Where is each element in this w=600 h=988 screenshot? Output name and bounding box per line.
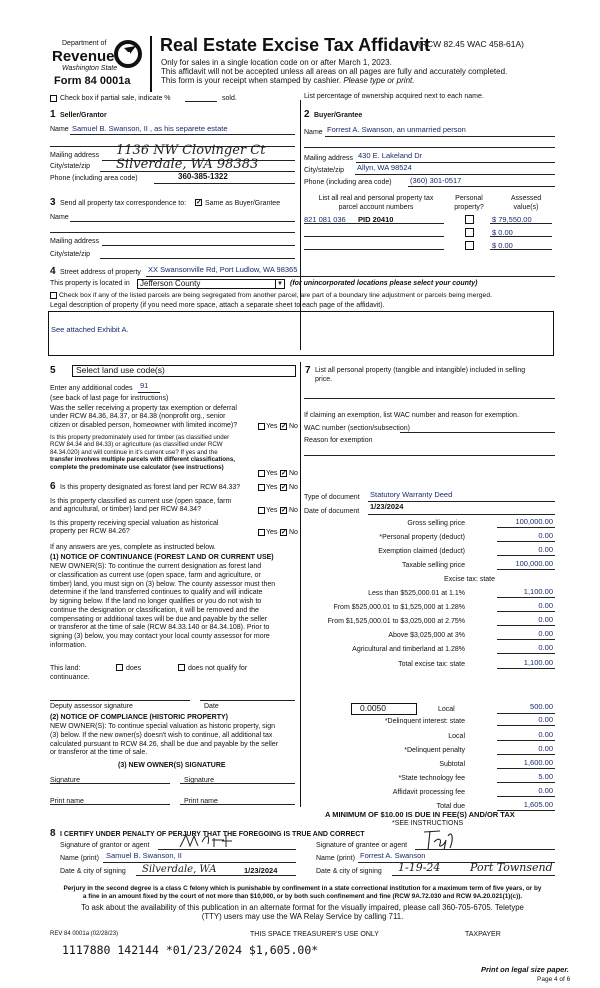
s2-number: 2 [304, 109, 310, 120]
s6-number: 6 [50, 481, 56, 492]
n2-text: NEW OWNER(S): To continue special valuation as historic property, sign (3) below. If the new owner(s) doesn't wish to continue, all additional tax calculated pursuant to RCW 84.26, shall be due and payable by the seller or transferor at the time of sale. [50, 723, 279, 757]
grantor-sig-label: Signature of grantor or agent [60, 842, 150, 849]
grantee-city[interactable]: Port Townsend [470, 861, 553, 874]
s5-q2: Is this property predominately used for timber (as classified under RCW 84.34 and 84.33) or agriculture (as classified under RCW 84.34.020) and will continue in it's current use? If yes and the transfer involves multiple parcels with different classifications, complete the predominate use calculator (see instructions) [50, 434, 235, 471]
s3-city-label: City/state/zip [50, 251, 91, 258]
q2-yes-label: Yes [266, 470, 278, 477]
does-checkbox[interactable] [116, 664, 123, 671]
header-line2: This affidavit will not be accepted unless all areas on all pages are fully and accurately completed. [161, 67, 508, 76]
treasurer-label: THIS SPACE TREASURER'S USE ONLY [250, 931, 379, 938]
parcel-header-1: List all real and personal property tax parcel account numbers [318, 195, 434, 211]
buyer-city[interactable]: Allyn, WA 98524 [357, 163, 412, 172]
assessed-value[interactable]: $ 0.00 [492, 228, 513, 237]
tax-row-value[interactable]: 0.00 [538, 643, 553, 652]
q2-yes-checkbox[interactable] [258, 470, 265, 477]
parcel-number[interactable]: 821 081 036 [304, 215, 346, 224]
tax-row-value[interactable]: 100,000.00 [515, 517, 553, 526]
assessed-value[interactable]: $ 0.00 [492, 241, 513, 250]
n1-text: NEW OWNER(S): To continue the current designation as forest land or classification as current use (open space, farm and agriculture, or timber) land, you must sign on (3) below. The county assessor must then determine if the land transferred continues to qualify and will indicate by signing below. If the land no longer qualifies or you do not wish to continue the designation or classification, it will be removed and the compensating or additional taxes will be due and payable by the seller or transferor at the time of sale (RCW 84.33.140 or 84.34.108). Prior to signing (3) below, you may contact your local county assessor for more information. [50, 563, 276, 649]
local-rate: 0.0050 [360, 703, 386, 713]
same-as-buyer-checkbox[interactable]: ✓ [196, 199, 202, 206]
s2-name-label: Name [304, 129, 323, 136]
tax-row-label: Subtotal [439, 761, 465, 768]
same-as-buyer-label: Same as Buyer/Grantee [205, 200, 281, 207]
header-line1: Only for sales in a single location code on or after March 1, 2023. [161, 58, 392, 67]
tax-row-value[interactable]: 1,100.00 [523, 658, 553, 667]
county-uninc-note: (for unincorporated locations please select your county) [290, 280, 478, 287]
partial-sold-label: sold. [222, 95, 237, 102]
land-use-value: Select land use code(s) [76, 365, 165, 375]
q3-yes-label: Yes [266, 484, 278, 491]
tax-row-value[interactable]: 100,000.00 [515, 559, 553, 568]
s2-title: Buyer/Grantee [314, 112, 363, 119]
s1-phone-label: Phone (including area code) [50, 175, 138, 182]
s4-number: 4 [50, 266, 56, 277]
assessed-value[interactable]: $ 79,550.00 [492, 215, 532, 224]
parcel-header-3: Assessed value(s) [510, 195, 542, 211]
n3-title: (3) NEW OWNER(S) SIGNATURE [118, 762, 226, 769]
page-number: Page 4 of 6 [537, 976, 571, 983]
tax-row-label: Total excise tax: state [398, 661, 465, 668]
grantee-date-label: Date & city of signing [316, 868, 382, 875]
state-label: Washington State [62, 65, 118, 72]
q3-no-label: No [289, 484, 298, 491]
q1-no-checkbox[interactable]: ✓ [281, 423, 287, 430]
see-instructions: *SEE INSTRUCTIONS [392, 820, 464, 827]
q1-yes-checkbox[interactable] [258, 423, 265, 430]
legal-description: See attached Exhibit A. [51, 325, 129, 334]
taxpayer-label: TAXPAYER [465, 931, 501, 938]
tax-row-value[interactable]: 0.00 [538, 531, 553, 540]
this-land-label: This land: [50, 665, 81, 672]
q5-yes-label: Yes [266, 529, 278, 536]
q2-no-checkbox[interactable]: ✓ [281, 470, 287, 477]
grantor-city[interactable]: Silverdale, WA [142, 864, 217, 875]
q5-no-checkbox[interactable]: ✓ [281, 529, 287, 536]
tax-row-label: Excise tax: state [444, 576, 495, 583]
doc-type[interactable]: Statutory Warranty Deed [370, 490, 453, 499]
s1-name-label: Name [50, 126, 69, 133]
q3-no-checkbox[interactable]: ✓ [281, 484, 287, 491]
doc-type-label: Type of document [304, 494, 360, 501]
tax-row-label: From $1,525,000.01 to $3,025,000 at 2.75% [327, 618, 465, 625]
n1-title: (1) NOTICE OF CONTINUANCE (FOREST LAND OR CURRENT USE) [50, 554, 274, 561]
personal-property-checkbox[interactable] [465, 215, 474, 224]
wac-label: WAC number (section/subsection) [304, 425, 410, 432]
list-pct-label: List percentage of ownership acquired next to each name. [304, 93, 484, 100]
tax-row-label: Gross selling price [407, 520, 465, 527]
doc-date-label: Date of document [304, 508, 360, 515]
s6-q1: Is this property designated as forest land per RCW 84.33? [60, 484, 241, 491]
deputy-sig-label: Deputy assessor signature [50, 703, 133, 710]
tax-row-label: From $525,000.01 to $1,525,000 at 1.28% [333, 604, 465, 611]
property-address[interactable]: XX Swansonville Rd, Port Ludlow, WA 98365 [148, 265, 298, 274]
additional-codes[interactable]: 91 [140, 381, 149, 390]
grantor-date-label: Date & city of signing [60, 868, 126, 875]
logo-icon [114, 40, 142, 68]
q2-no-label: No [289, 470, 298, 477]
chevron-down-icon[interactable]: ▼ [275, 280, 284, 288]
tax-row-value[interactable]: 0.00 [538, 629, 553, 638]
buyer-mailing[interactable]: 430 E. Lakeland Dr [358, 151, 423, 160]
tax-row-value[interactable]: 5.00 [538, 772, 553, 781]
q4-no-label: No [289, 507, 298, 514]
header-line3: This form is your receipt when stamped by cashier. Please type or print. [161, 76, 415, 85]
grantor-date[interactable]: 1/23/2024 [244, 866, 278, 875]
s1-number: 1 [50, 109, 56, 120]
tax-row-value[interactable]: 0.00 [538, 545, 553, 554]
partial-sale-checkbox[interactable] [50, 95, 57, 102]
s3-label: Send all property tax correspondence to: [60, 200, 187, 207]
tax-row-label: Less than $525,000.01 at 1.1% [368, 590, 465, 597]
grantee-date[interactable]: 1-19-24 [398, 861, 441, 874]
owner-print-label-1: Print name [50, 798, 84, 805]
s4-label: Street address of property [60, 269, 141, 276]
tax-row-label: *Delinquent interest: state [384, 718, 465, 725]
tax-row-value[interactable]: 0.00 [538, 744, 553, 753]
certify-label: I CERTIFY UNDER PENALTY OF PERJURY THAT THE FOREGOING IS TRUE AND CORRECT [60, 831, 365, 838]
q4-yes-checkbox[interactable] [258, 507, 265, 514]
local-label: Local [438, 706, 455, 713]
county-value: Jefferson County [140, 279, 201, 288]
s6-q2: Is this property classified as current use (open space, farm and agricultural, or timber) land per RCW 84.34? [50, 498, 232, 514]
s2-phone-label: Phone (including area code) [304, 179, 392, 186]
s3-mail-label: Mailing address [50, 238, 100, 245]
personal-property-checkbox[interactable] [465, 228, 474, 237]
tax-row-value[interactable]: 1,100.00 [523, 587, 553, 596]
s5-q1: Was the seller receiving a property tax exemption or deferral under RCW 84.36, 84.37, or 84.38 (nonprofit org., senior citizen or disabled person, homeowner with limited income)? [50, 405, 238, 429]
doc-date[interactable]: 1/23/2024 [370, 502, 404, 511]
grantee-print-label: Name (print) [316, 855, 355, 862]
q1-no-label: No [289, 423, 298, 430]
tax-row-value[interactable]: 1,600.00 [523, 758, 553, 767]
q3-yes-checkbox[interactable] [258, 484, 265, 491]
tax-row-label: *Delinquent penalty [404, 747, 465, 754]
seller-phone[interactable]: 360-385-1322 [178, 172, 228, 181]
form-title: Real Estate Excise Tax Affidavit [160, 35, 431, 55]
additional-codes-label: Enter any additional codes [50, 385, 133, 392]
s5-number: 5 [50, 365, 56, 376]
owner-print-label-2: Print name [184, 798, 218, 805]
form-number: Form 84 0001a [54, 75, 131, 87]
tax-row-value[interactable]: 0.00 [538, 615, 553, 624]
q4-no-checkbox[interactable]: ✓ [281, 507, 287, 514]
does-not-checkbox[interactable] [178, 664, 185, 671]
tax-row-value[interactable]: 0.00 [538, 601, 553, 610]
form-rcw: (RCW 82.45 WAC 458-61A) [418, 39, 524, 49]
grantor-print-label: Name (print) [60, 855, 99, 862]
tax-row-label: Exemption claimed (deduct) [378, 548, 465, 555]
revenue-label: Revenue [52, 48, 115, 65]
does-not-label: does not qualify for [188, 665, 248, 672]
grantor-print-name[interactable]: Samuel B. Swanson, II [106, 851, 182, 860]
s7-number: 7 [305, 365, 311, 376]
tax-row-value[interactable]: 0.00 [538, 715, 553, 724]
s6-note: If any answers are yes, complete as instructed below. [50, 544, 216, 551]
tax-row-value[interactable]: 0.00 [538, 730, 553, 739]
deputy-date-label: Date [204, 703, 219, 710]
tax-row-label: *State technology fee [398, 775, 465, 782]
exempt-label: If claiming an exemption, list WAC number and reason for exemption. [304, 412, 519, 419]
reason-label: Reason for exemption [304, 437, 373, 444]
tax-row-label: Local [448, 733, 465, 740]
seller-mailing[interactable]: 1136 NW Clovinger Ct [116, 143, 266, 158]
receipt-stamp: 1117880 142144 *01/23/2024 $1,605.00* [62, 943, 319, 957]
tax-row-value[interactable]: 1,605.00 [523, 800, 553, 809]
s1-city-label: City/state/zip [50, 163, 91, 170]
parcel-pid[interactable]: PID 20410 [358, 215, 394, 224]
tax-row-value[interactable]: 0.00 [538, 786, 553, 795]
perjury-text: Perjury in the second degree is a class C felony which is punishable by confinement in a state correctional institution for a maximum term of five years, or by a fine in an amount fixed by the court of not more than $10,000, or by both such confinement and fine (RCW 9A.72.030 and RCW 9A.20.021(1)(c)). [63, 885, 542, 900]
s8-number: 8 [50, 828, 56, 839]
local-tax-value[interactable]: 500.00 [530, 702, 553, 711]
continuance-label: continuance. [50, 674, 90, 681]
buyer-name[interactable]: Forrest A. Swanson, an unmarried person [327, 125, 466, 134]
tax-row-label: Taxable selling price [401, 562, 465, 569]
codes-note: (see back of last page for instructions) [50, 395, 169, 402]
avail-text: To ask about the availability of this publication in an alternate format for the visually impaired, please call 360-705-6705. Teletype (TTY) users may use the WA Relay Service by calling 711. [81, 903, 524, 922]
owner-sig-label-1: Signature [50, 777, 80, 784]
seller-city[interactable]: Silverdale, WA 98383 [116, 157, 259, 172]
tax-row-label: Affidavit processing fee [392, 789, 465, 796]
s2-city-label: City/state/zip [304, 167, 345, 174]
s2-mail-label: Mailing address [304, 155, 354, 162]
q5-yes-checkbox[interactable] [258, 529, 265, 536]
grantee-print-name[interactable]: Forrest A. Swanson [360, 851, 426, 860]
personal-property-checkbox[interactable] [465, 241, 474, 250]
dept-label: Department of [62, 40, 107, 47]
tax-row-label: *Personal property (deduct) [379, 534, 465, 541]
s1-title: Seller/Grantor [60, 112, 107, 119]
legal-desc-label: Legal description of property (if you need more space, attach a separate sheet to each page of the affidavit). [50, 302, 385, 309]
segregated-checkbox[interactable] [50, 292, 57, 299]
tax-row-label: Agricultural and timberland at 1.28% [352, 646, 465, 653]
rev-label: REV 84 0001a (02/28/23) [50, 931, 119, 937]
q1-yes-label: Yes [266, 423, 278, 430]
buyer-phone[interactable]: (360) 301-0517 [410, 176, 462, 185]
q5-no-label: No [289, 529, 298, 536]
n2-title: (2) NOTICE OF COMPLIANCE (HISTORIC PROPERTY) [50, 714, 228, 721]
grantee-sig-label: Signature of grantee or agent [316, 842, 408, 849]
seller-name[interactable]: Samuel B. Swanson, II , as his separete estate [72, 124, 228, 133]
tax-row-label: Total due [436, 803, 465, 810]
does-label: does [126, 665, 142, 672]
partial-sale-label: Check box if partial sale, indicate % [60, 95, 171, 102]
q4-yes-label: Yes [266, 507, 278, 514]
s6-q3: Is this property receiving special valuation as historical property per RCW 84.26? [50, 520, 219, 536]
minimum-note: A MINIMUM OF $10.00 IS DUE IN FEE(S) AND/OR TAX [325, 810, 515, 819]
parcel-header-2: Personal property? [454, 195, 484, 211]
s7-label: List all personal property (tangible and intangible) included in selling price. [315, 367, 526, 383]
s3-number: 3 [50, 197, 56, 208]
s1-mail-label: Mailing address [50, 152, 100, 159]
grantor-signature-icon[interactable] [178, 832, 248, 853]
s3-name-label: Name [50, 214, 69, 221]
segregated-label: Check box if any of the listed parcels are being segregated from another parcel, are part of a boundary line adjustment or parcels being merged. [59, 292, 492, 299]
grantee-signature-icon[interactable] [420, 828, 460, 855]
county-label: This property is located in [50, 280, 130, 287]
owner-sig-label-2: Signature [184, 777, 214, 784]
legal-size-note: Print on legal size paper. [481, 965, 569, 974]
tax-row-label: Above $3,025,000 at 3% [388, 632, 465, 639]
